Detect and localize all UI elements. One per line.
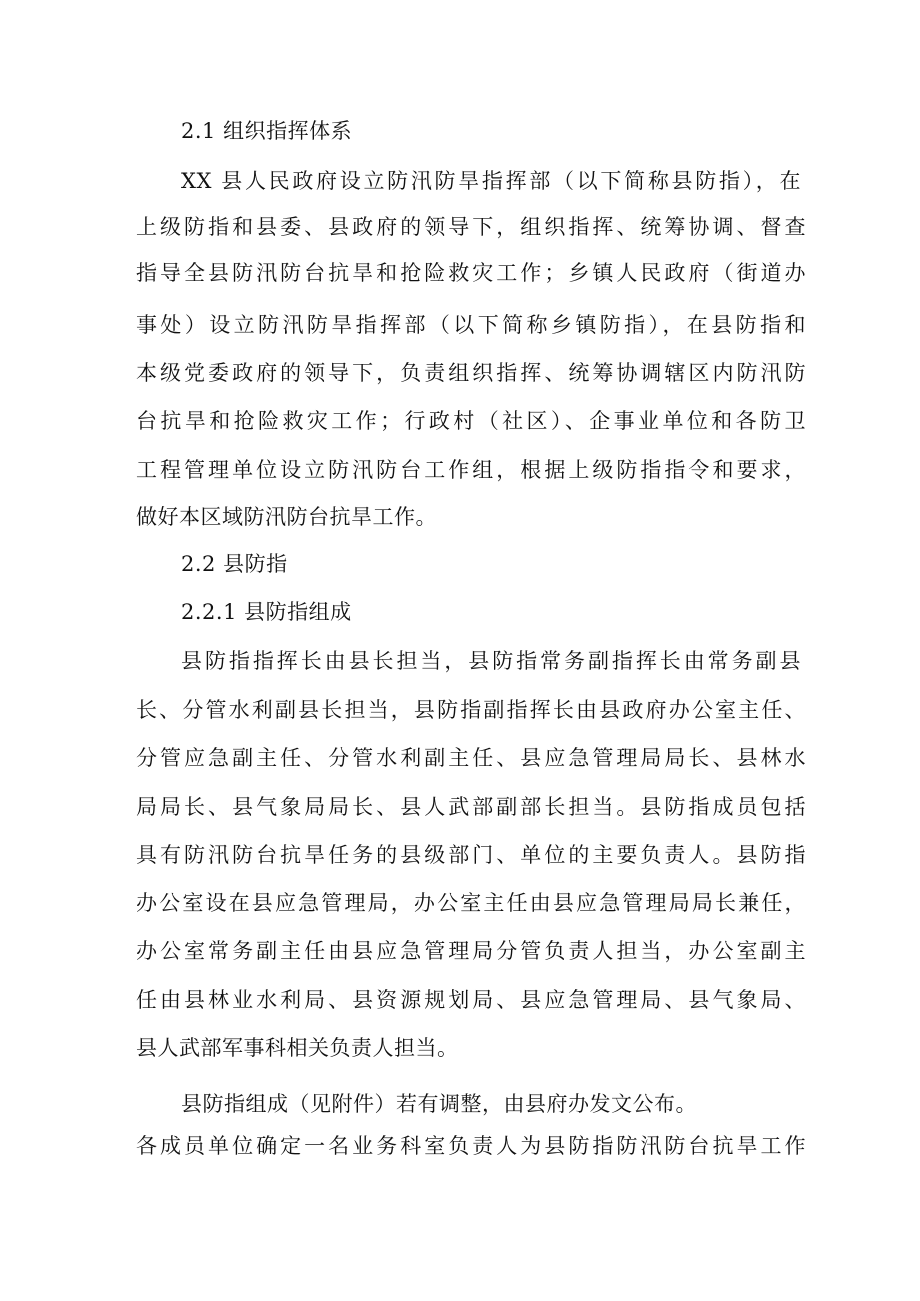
paragraph-line: 具有防汛防台抗旱任务的县级部门、单位的主要负责人。县防指 — [136, 843, 806, 867]
paragraph-line: 局局长、县气象局局长、县人武部副部长担当。县防指成员包括 — [136, 795, 806, 819]
section-heading-2-2-1: 2.2.1 县防指组成 — [181, 600, 352, 624]
paragraph-line: 事处）设立防汛防旱指挥部（以下简称乡镇防指），在县防指和 — [136, 313, 806, 337]
paragraph-line: 县人武部军事科相关负责人担当。 — [136, 1036, 459, 1060]
paragraph-line: 台抗旱和抢险救灾工作；行政村（社区）、企事业单位和各防卫 — [136, 409, 806, 433]
paragraph-line: 做好本区域防汛防台抗旱工作。 — [136, 505, 437, 529]
paragraph-line: 任由县林业水利局、县资源规划局、县应急管理局、县气象局、 — [136, 988, 806, 1012]
section-heading-2-2: 2.2 县防指 — [181, 552, 288, 576]
section-heading-2-1: 2.1 组织指挥体系 — [181, 119, 353, 143]
paragraph-line: 分管应急副主任、分管水利副主任、县应急管理局局长、县林水 — [136, 746, 806, 770]
paragraph-line: 县防指组成（见附件）若有调整，由县府办发文公布。 — [181, 1092, 697, 1116]
paragraph-line: 各成员单位确定一名业务科室负责人为县防指防汛防台抗旱工作 — [136, 1134, 806, 1158]
paragraph-line: 工程管理单位设立防汛防台工作组，根据上级防指指令和要求， — [136, 458, 806, 482]
paragraph-line: 指导全县防汛防台抗旱和抢险救灾工作；乡镇人民政府（街道办 — [136, 261, 806, 285]
paragraph-line: 县防指指挥长由县长担当，县防指常务副指挥长由常务副县 — [181, 649, 801, 673]
paragraph-line: 本级党委政府的领导下，负责组织指挥、统筹协调辖区内防汛防 — [136, 361, 806, 385]
paragraph-line: 长、分管水利副县长担当，县防指副指挥长由县政府办公室主任、 — [136, 698, 806, 722]
paragraph-line: 办公室设在县应急管理局，办公室主任由县应急管理局局长兼任， — [136, 891, 806, 915]
paragraph-line: 办公室常务副主任由县应急管理局分管负责人担当，办公室副主 — [136, 939, 806, 963]
paragraph-line: 上级防指和县委、县政府的领导下，组织指挥、统筹协调、督查 — [136, 215, 806, 239]
paragraph-line: XX 县人民政府设立防汛防旱指挥部（以下简称县防指），在 — [181, 169, 801, 193]
